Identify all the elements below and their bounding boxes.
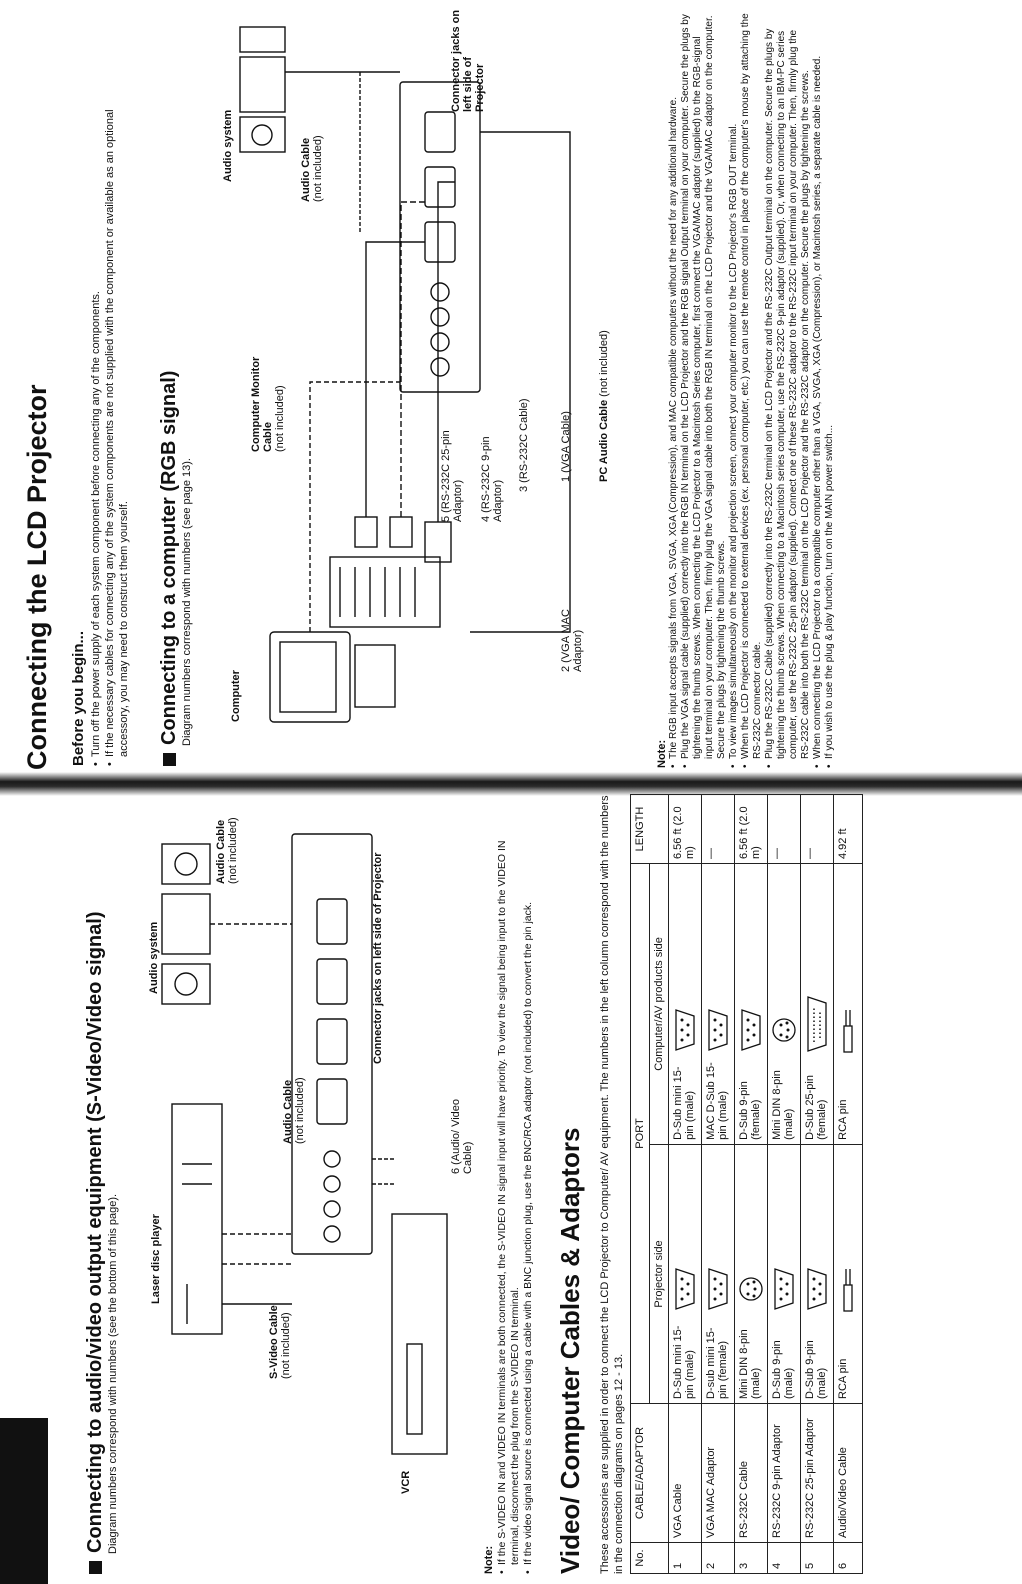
before-item: • Turn off the power supply of each system component before connecting any of the components. [89, 66, 103, 766]
rgb-heading: Connecting to a computer (RGB signal) [158, 371, 181, 766]
pc-audio-label: PC Audio Cable (not included) [598, 330, 610, 482]
row-length: — [768, 795, 801, 864]
audio-cable-label: Audio Cable (not included) [300, 135, 324, 202]
row-length: — [702, 795, 735, 864]
note-item: • The RGB input accepts signals from VGA, SVGA, XGA (Compression), and MAC compatible computers without the need for any additional hardware. [668, 12, 680, 768]
amplifier-icon [162, 894, 210, 954]
dsub-connector-icon [804, 1265, 830, 1313]
projector-connector-panel-icon [292, 834, 372, 1254]
audio-system-label: Audio system [222, 109, 234, 182]
note-item: • Plug the VGA signal cable (supplied) correctly into the RGB IN terminal on the LCD Projector and the RGB signal Output terminal on your computer. Secure the plugs by tightening the thumb screws. When connecting the LCD Projector to a Macintosh Series computer, first connect the VGA/MAC adaptor (supplied) to the RGB-signal input terminal on your computer. Then, firmly plug the VGA signal cable into both the RGB IN terminal on the LCD Projector and the VGA/MAC adaptor on the computer. Secure the plugs by tightening the thumb screws. [680, 12, 728, 768]
row-cable: RS-232C 25-pin Adaptor [801, 1404, 834, 1543]
row-no: 2 [702, 1543, 735, 1574]
audio-system-label: Audio system [148, 921, 160, 994]
cables-title: Video/ Computer Cables & Adaptors [555, 1127, 585, 1574]
connector-jacks-label: Connector jacks on left side of Projector [450, 9, 486, 112]
av-cables-page [0, 782, 1022, 1584]
note-item: • When connecting the LCD Projector to a compatible computer other than a VGA, SVGA, XGA (Compression), or Macintosh series, a separate cable is needed. [812, 12, 824, 768]
row-computer-port: D-Sub mini 15-pin (male) [669, 864, 702, 1145]
row-computer-port: Mini DIN 8-pin (male) [768, 864, 801, 1145]
laser-disc-label: Laser disc player [150, 1214, 162, 1304]
row-projector-port: Mini DIN 8-pin (male) [735, 1144, 768, 1403]
row-projector-port: D-sub mini 15-pin (female) [702, 1144, 735, 1403]
av-subtitle: Diagram numbers correspond with numbers (see the bottom of this page). [107, 1193, 119, 1554]
rgb-subtitle: Diagram numbers correspond with numbers (see page 13). [181, 458, 193, 746]
row-no: 6 [834, 1543, 863, 1574]
adaptor-icon [355, 517, 377, 547]
row-length: 6.56 ft (2.0 m) [735, 795, 768, 864]
row-length: — [801, 795, 834, 864]
audio-cable-label-2: Audio Cable (not included) [215, 817, 239, 884]
row-projector-port: D-Sub mini 15-pin (male) [669, 1144, 702, 1403]
cables-table [630, 794, 863, 1574]
row-projector-port: D-Sub 9-pin (male) [801, 1144, 834, 1403]
note-item: • If the video signal source is connected using a cable with a BNC junction plug, use the BNC/RCA adaptor (not included) to convert the pin jack. [522, 804, 535, 1574]
table-row [801, 795, 834, 1574]
connecting-projector-page [0, 0, 1022, 782]
rs232c-9-label: 4 (RS-232C 9-pin Adaptor) [480, 436, 504, 522]
vcr-label: VCR [400, 1470, 412, 1494]
dsub-connector-icon [738, 1006, 764, 1054]
col-length-header: LENGTH [631, 795, 669, 864]
vga-cable-label: 1 (VGA Cable) [560, 411, 572, 482]
row-length: 4.92 ft [834, 795, 863, 864]
before-list [89, 66, 131, 766]
vcr-icon [392, 1214, 447, 1454]
row-computer-port: MAC D-Sub 15-pin (male) [702, 864, 735, 1145]
row-projector-port: D-Sub 9-pin (male) [768, 1144, 801, 1403]
row-no: 1 [669, 1543, 702, 1574]
speaker-icon [240, 117, 285, 152]
rs232c-cable-label: 3 (RS-232C Cable) [518, 398, 530, 492]
row-cable: Audio/Video Cable [834, 1404, 863, 1543]
computer-monitor-icon [270, 632, 350, 722]
col-computer-side-header: Computer/AV products side [650, 864, 669, 1145]
computer-label: Computer [230, 670, 242, 722]
rca-plug-icon [837, 1265, 859, 1313]
audio-cable-label: Audio Cable (not included) [282, 1077, 306, 1144]
av-cable-label: 6 (Audio/ Video Cable) [450, 1098, 474, 1174]
row-no: 3 [735, 1543, 768, 1574]
computer-tower-icon [355, 645, 395, 707]
svideo-cable-label: S-Video Cable (not included) [268, 1305, 292, 1379]
row-cable: RS-232C 9-pin Adaptor [768, 1404, 801, 1543]
av-notes-list [496, 804, 535, 1574]
cables-intro: These accessories are supplied in order to connect the LCD Projector to Computer/ AV equipment. The numbers in the left column correspond with the numbers in the connection diagrams on pages 12 - 13. [599, 795, 625, 1574]
dsub-connector-icon [705, 1006, 731, 1054]
rs232c-25-label: 5 (RS-232C 25-pin Adaptor) [440, 430, 464, 522]
row-computer-port: D-Sub 25-pin (female) [801, 864, 834, 1145]
square-bullet-icon [163, 753, 176, 766]
dsub-connector-icon [705, 1265, 731, 1313]
mini-din-connector-icon [738, 1265, 764, 1313]
row-computer-port: D-Sub 9-pin (female) [735, 864, 768, 1145]
row-cable: VGA Cable [669, 1404, 702, 1543]
row-no: 5 [801, 1543, 834, 1574]
row-cable: RS-232C Cable [735, 1404, 768, 1543]
table-row [669, 795, 702, 1574]
row-projector-port: RCA pin [834, 1144, 863, 1403]
table-row [702, 795, 735, 1574]
col-port-header: PORT [631, 864, 650, 1404]
dsub-connector-icon [672, 1265, 698, 1313]
note-item: • If you wish to use the plug & play function, turn on the MAIN power switch... [824, 12, 836, 768]
before-item: • If the necessary cables for connecting any of the system components are not supplied with the component or available as an optional accessory, you may need to construct them yourself. [103, 66, 131, 766]
before-heading: Before you begin... [70, 630, 87, 766]
note-item: • Plug the RS-232C Cable (supplied) correctly into the RS-232C terminal on the LCD Projector and the RS-232C Output terminal on the computer. Secure the plugs by tightening the thumb screws. When connecting to a Macintosh series computer, use the RS-232C 9-pin adaptor (supplied). Or, when connecting to an IBM-PC series computer, use the RS-232C 25-pin adaptor (supplied). Connect one of these RS-232C adaptor to the RS-232C input terminal on your computer. Then, firmly plug the RS-232C cable into both the RS-232C terminal on the LCD Projector and the RS-232C adaptor on the computer. Secure the plugs by tightening the screws. [764, 12, 812, 768]
av-heading: Connecting to audio/video output equipment (S-Video/Video signal) [84, 784, 107, 1574]
notes-heading: Note: [483, 1545, 495, 1574]
vga-mac-label: 2 (VGA MAC Adaptor) [560, 609, 584, 672]
dsub-connector-icon [771, 1265, 797, 1313]
amplifier-icon [240, 57, 285, 112]
projector-connector-panel-icon [400, 82, 480, 392]
table-row [834, 795, 863, 1574]
speaker-icon [162, 844, 210, 884]
connector-jacks-label: Connector jacks on left side of Projector [372, 852, 384, 1064]
col-no-header: No. [631, 1543, 669, 1574]
speaker-icon [162, 964, 210, 1004]
row-no: 4 [768, 1543, 801, 1574]
table-row [735, 795, 768, 1574]
rca-plug-icon [837, 1006, 859, 1054]
av-connection-diagram [132, 794, 462, 1564]
col-cable-header: CABLE/ADAPTOR [631, 1404, 669, 1543]
note-item: • When the LCD Projector is connected to external devices (ex. personal computer, etc.) you can use the remote control in place of the computer's mouse by attaching the RS-232C connector cable. [740, 12, 764, 768]
laser-disc-player-icon [172, 1104, 222, 1334]
dsub-25-connector-icon [804, 994, 830, 1054]
note-item: • To view images simultaneously on the monitor and projection screen, connect your computer monitor to the LCD Projector's RGB OUT terminal. [728, 12, 740, 768]
monitor-cable-label: Computer Monitor Cable (not included) [250, 356, 286, 452]
rgb-notes-list [668, 12, 836, 768]
notes-heading: Note: [656, 739, 668, 768]
row-cable: VGA MAC Adaptor [702, 1404, 735, 1543]
page-title: Connecting the LCD Projector [22, 384, 52, 770]
square-bullet-icon [89, 1561, 102, 1574]
row-length: 6.56 ft (2.0 m) [669, 795, 702, 864]
table-row [768, 795, 801, 1574]
mini-din-connector-icon [771, 1006, 797, 1054]
dsub-connector-icon [672, 1006, 698, 1054]
col-projector-side-header: Projector side [650, 1144, 669, 1403]
row-computer-port: RCA pin [834, 864, 863, 1145]
note-item: • If the S-VIDEO IN and VIDEO IN terminals are both connected, the S-VIDEO IN signal input will have priority. To view the signal being input to the VIDEO IN terminal, disconnect the plug from the S-VIDEO IN terminal. [496, 804, 522, 1574]
